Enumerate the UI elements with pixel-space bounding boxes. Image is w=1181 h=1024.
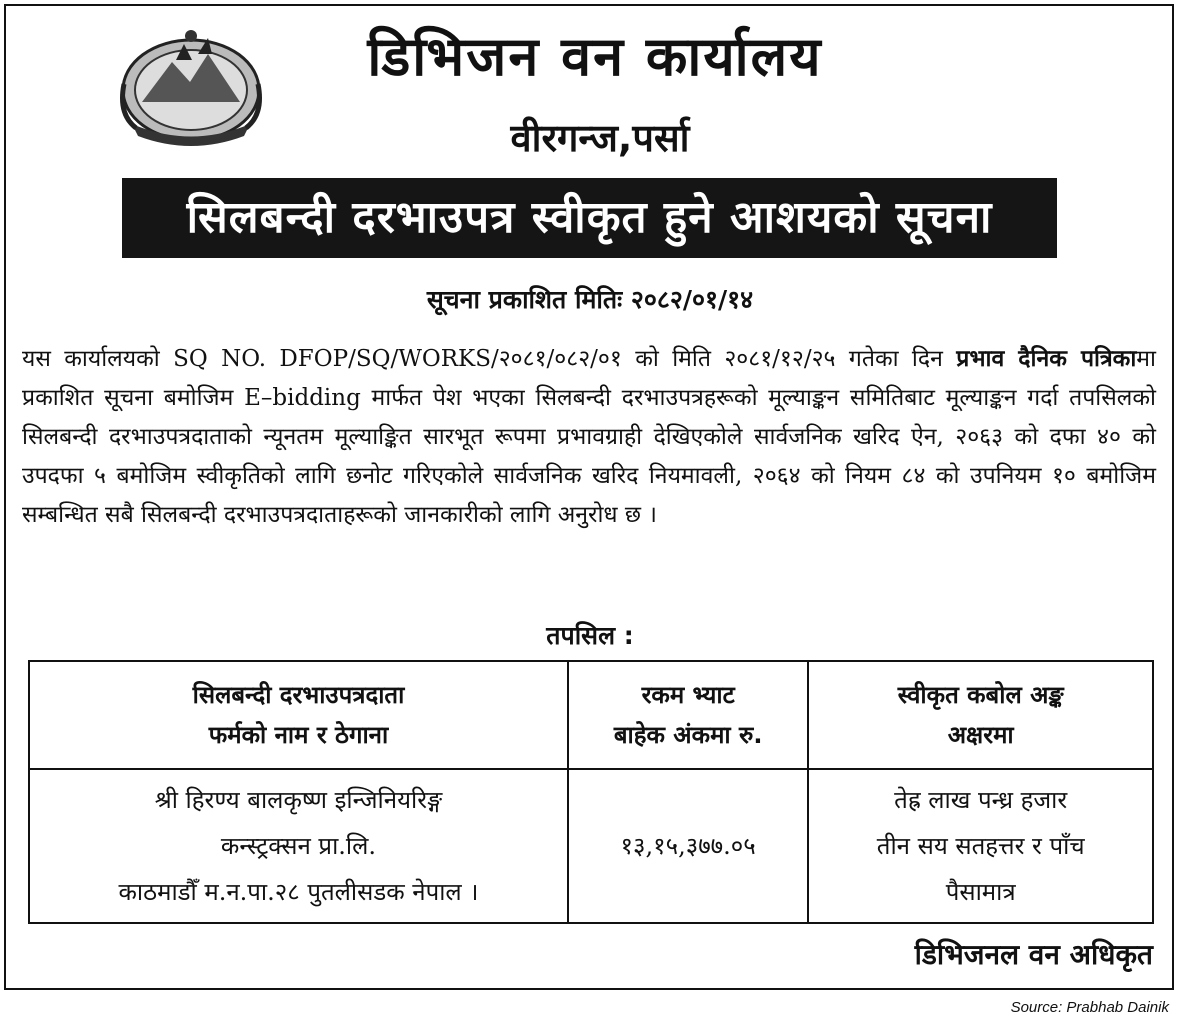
source-credit: Source: Prabhab Dainik [1010, 999, 1169, 1016]
amount-cell: १३,१५,३७७.०५ [568, 769, 808, 923]
body-rest: मा प्रकाशित सूचना बमोजिम E–bidding मार्फत पेश भएका सिलबन्दी दरभाउपत्रहरूको मूल्याङ्कन समितिबाट मूल्याङ्कन गर्दा तपसिलको सिलबन्दी दरभाउपत्रदाताको न्यूनतम मूल्याङ्कित सारभूत रूपमा प्रभावग्राही देखिएकोले सार्वजनिक खरिद ऐन, २०६३ को दफा ४० को उपदफा ५ बमोजिम स्वीकृतिको लागि छनोट गरिएकोले सार्वजनिक खरिद नियमावली, २०६४ को नियम ८४ को उपनियम १० बमोजिम सम्बन्धित सबै सिलबन्दी दरभाउपत्रदाताहरूको जानकारीको लागि अनुरोध छ । [22, 346, 1157, 528]
office-name: डिभिजन वन कार्यालय [367, 25, 823, 88]
office-location: वीरगन्ज,पर्सा [510, 116, 690, 160]
table-row [29, 769, 1153, 923]
schedule-label: तपसिल : [546, 621, 634, 650]
nepal-emblem-icon [112, 24, 270, 152]
signatory-title: डिभिजनल वन अधिकृत [914, 938, 1153, 971]
notice-title-banner: सिलबन्दी दरभाउपत्र स्वीकृत हुने आशयको सूचना [122, 178, 1057, 258]
header-firm: सिलबन्दी दरभाउपत्रदाता फर्मको नाम र ठेगाना [29, 661, 568, 769]
newspaper-name: प्रभाव दैनिक पत्रिका [956, 346, 1137, 372]
notice-body [22, 340, 1156, 535]
table-header-row [29, 661, 1153, 769]
body-line-1: यस कार्यालयको SQ NO. DFOP/SQ/WORKS/२०८१/०८२/०१ को मिति २०८१/१२/२५ गतेका दिन [22, 346, 943, 372]
award-table [28, 660, 1154, 924]
words-cell: तेह्र लाख पन्ध्र हजार तीन सय सतहत्तर र पाँच पैसामात्र [808, 769, 1153, 923]
published-date: सूचना प्रकाशित मितिः २०८२/०१/१४ [426, 285, 754, 314]
header-words: स्वीकृत कबोल अङ्क अक्षरमा [808, 661, 1153, 769]
header-amount: रकम भ्याट बाहेक अंकमा रु. [568, 661, 808, 769]
firm-cell: श्री हिरण्य बालकृष्ण इन्जिनियरिङ्ग कन्स्ट्रक्सन प्रा.लि. काठमाडौँ म.न.पा.२८ पुतलीसडक नेपाल । [29, 769, 568, 923]
